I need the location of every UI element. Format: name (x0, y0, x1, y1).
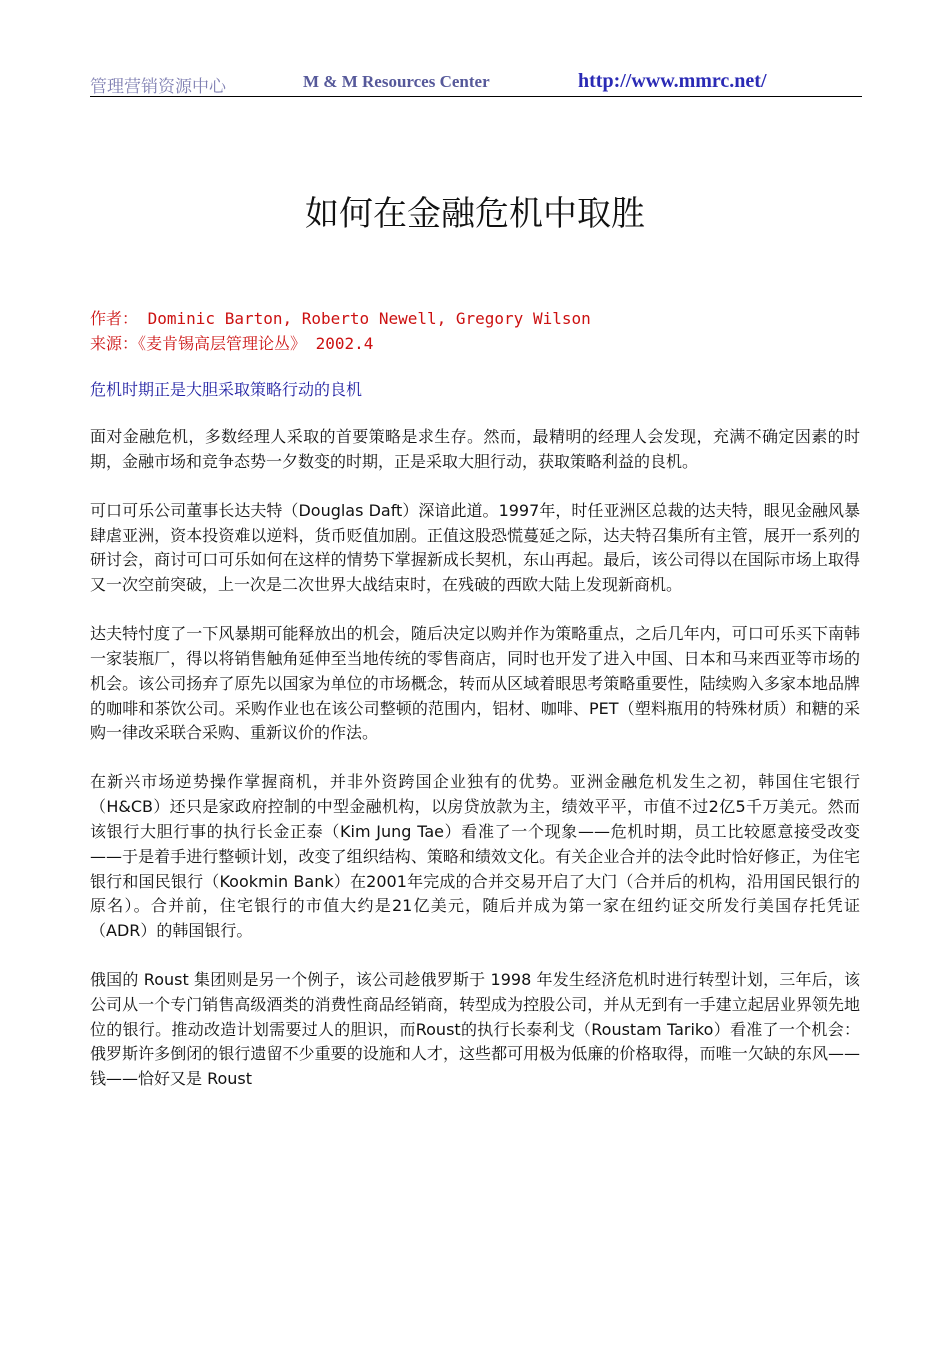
header-org-english: M & M Resources Center (303, 72, 490, 91)
paragraph: 俄国的 Roust 集团则是另一个例子，该公司趁俄罗斯于 1998 年发生经济危机时进行转型计划，三年后，该公司从一个专门销售高级酒类的消费性商品经销商，转型成为控股公司，并从无到有一手建立起居业界领先地位的银行。推动改造计划需要过人的胆识，而Roust的执行长泰利戈（Roustam Tariko）看准了一个机会：俄罗斯许多倒闭的银行遗留不少重要的设施和人才，这些都可用极为低廉的价格取得，而唯一欠缺的东风——钱——恰好又是 Roust (90, 970, 860, 1089)
page-header (90, 70, 862, 97)
section-subheading: 危机时期正是大胆采取策略行动的良机 (90, 380, 363, 399)
source-line: 来源：《麦肯锡高层管理论丛》 2002.4 (90, 334, 374, 353)
paragraph: 达夫特忖度了一下风暴期可能释放出的机会，随后决定以购并作为策略重点，之后几年内，可口可乐买下南韩一家装瓶厂，得以将销售触角延伸至当地传统的零售商店，同时也开发了进入中国、日本和马来西亚等市场的机会。该公司扬弃了原先以国家为单位的市场概念，转而从区域着眼思考策略重要性，陆续购入多家本地品牌的咖啡和茶饮公司。采购作业也在该公司整顿的范围内，铝材、咖啡、PET（塑料瓶用的特殊材质）和糖的采购一律改采联合采购、重新议价的作法。 (90, 624, 860, 743)
header-org-chinese: 管理营销资源中心 (90, 77, 226, 97)
header-url-link[interactable]: http://www.mmrc.net/ (578, 70, 767, 92)
document-title: 如何在金融危机中取胜 (305, 194, 645, 234)
paragraph: 面对金融危机，多数经理人采取的首要策略是求生存。然而，最精明的经理人会发现，充满不确定因素的时期，金融市场和竞争态势一夕数变的时期，正是采取大胆行动，获取策略利益的良机。 (90, 427, 860, 471)
paragraph: 可口可乐公司董事长达夫特（Douglas Daft）深谙此道。1997年，时任亚洲区总裁的达夫特，眼见金融风暴肆虐亚洲，资本投资难以逆料，货币贬值加剧。正值这股恐慌蔓延之际，达夫特召集所有主管，展开一系列的研讨会，商讨可口可乐如何在这样的情势下掌握新成长契机，东山再起。最后，该公司得以在国际市场上取得又一次空前突破，上一次是二次世界大战结束时，在残破的西欧大陆上发现新商机。 (90, 500, 860, 595)
author-line: 作者： Dominic Barton, Roberto Newell, Gregory Wilson (90, 309, 591, 328)
article-body (90, 425, 860, 1225)
paragraph: 在新兴市场逆势操作掌握商机，并非外资跨国企业独有的优势。亚洲金融危机发生之初，韩国住宅银行（H&CB）还只是家政府控制的中型金融机构，以房贷放款为主，绩效平平，市值不过2亿5千万美元。然而该银行大胆行事的执行长金正泰（Kim Jung Tae）看准了一个现象——危机时期，员工比较愿意接受改变——于是着手进行整顿计划，改变了组织结构、策略和绩效文化。有关企业合并的法令此时恰好修正，为住宅银行和国民银行（Kookmin Bank）在2001年完成的合并交易开启了大门（合并后的机构，沿用国民银行的原名）。合并前，住宅银行的市值大约是21亿美元，随后并成为第一家在纽约证交所发行美国存托凭证（ADR）的韩国银行。 (90, 772, 860, 941)
